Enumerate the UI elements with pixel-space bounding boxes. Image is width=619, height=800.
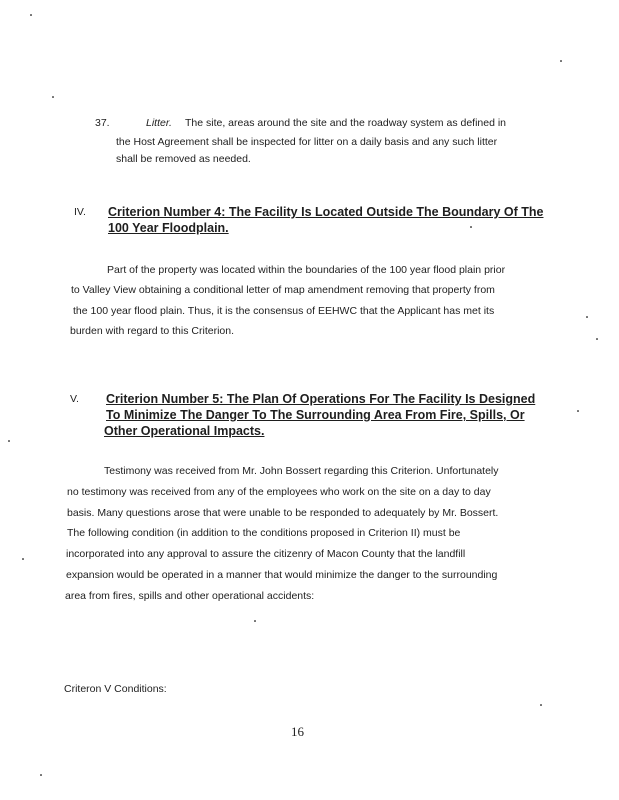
scan-speck <box>52 96 54 98</box>
section-4-paragraph-line-4: burden with regard to this Criterion. <box>70 325 234 337</box>
item-37-number: 37. <box>95 117 110 129</box>
scan-speck <box>22 558 24 560</box>
page-number: 16 <box>291 724 304 739</box>
scan-speck <box>30 14 32 16</box>
scan-speck <box>596 338 598 340</box>
section-5-paragraph-line-4: The following condition (in addition to the conditions proposed in Criterion II) must be <box>67 527 461 539</box>
section-5-heading-line-3: Other Operational Impacts. <box>104 424 265 438</box>
section-4-heading-line-2: 100 Year Floodplain. <box>108 221 229 235</box>
section-5-paragraph-line-2: no testimony was received from any of the employees who work on the site on a day to day <box>67 486 491 498</box>
section-5-paragraph-line-3: basis. Many questions arose that were unable to be responded to adequately by Mr. Bossert. <box>67 507 499 519</box>
scan-speck <box>40 774 42 776</box>
item-37-line-3: shall be removed as needed. <box>116 153 251 165</box>
section-5-paragraph-line-5: incorporated into any approval to assure the citizenry of Macon County that the landfill <box>66 548 466 560</box>
section-5-paragraph-line-7: area from fires, spills and other operational accidents: <box>65 590 315 602</box>
section-5-paragraph-line-6: expansion would be operated in a manner that would minimize the danger to the surrounding <box>66 569 498 581</box>
section-4-heading-line-1: Criterion Number 4: The Facility Is Located Outside The Boundary Of The <box>108 205 544 219</box>
section-4-paragraph-line-1: Part of the property was located within the boundaries of the 100 year flood plain prior <box>107 264 506 276</box>
section-4-paragraph-line-3: the 100 year flood plain. Thus, it is the consensus of EEHWC that the Applicant has met its <box>73 305 495 317</box>
section-4-paragraph-line-2: to Valley View obtaining a conditional letter of map amendment removing that property from <box>71 284 495 296</box>
item-37-line-2: the Host Agreement shall be inspected for litter on a daily basis and any such litter <box>116 136 498 148</box>
section-4-numeral: IV. <box>74 206 86 218</box>
scan-speck <box>586 316 588 318</box>
section-5-heading-line-2: To Minimize The Danger To The Surrounding Area From Fire, Spills, Or <box>106 408 525 422</box>
section-5-heading-line-1: Criterion Number 5: The Plan Of Operations For The Facility Is Designed <box>106 392 536 406</box>
section-5-paragraph-line-1: Testimony was received from Mr. John Bossert regarding this Criterion. Unfortunately <box>104 465 499 477</box>
scan-speck <box>254 620 256 622</box>
item-37-line-1: The site, areas around the site and the roadway system as defined in <box>185 117 507 129</box>
scan-speck <box>540 704 542 706</box>
item-37-label: Litter. <box>146 117 172 129</box>
conditions-heading: Criteron V Conditions: <box>64 683 167 695</box>
scan-speck <box>470 226 472 228</box>
scan-speck <box>577 410 579 412</box>
scan-speck <box>560 60 562 62</box>
section-5-numeral: V. <box>70 393 79 405</box>
scan-speck <box>8 440 10 442</box>
